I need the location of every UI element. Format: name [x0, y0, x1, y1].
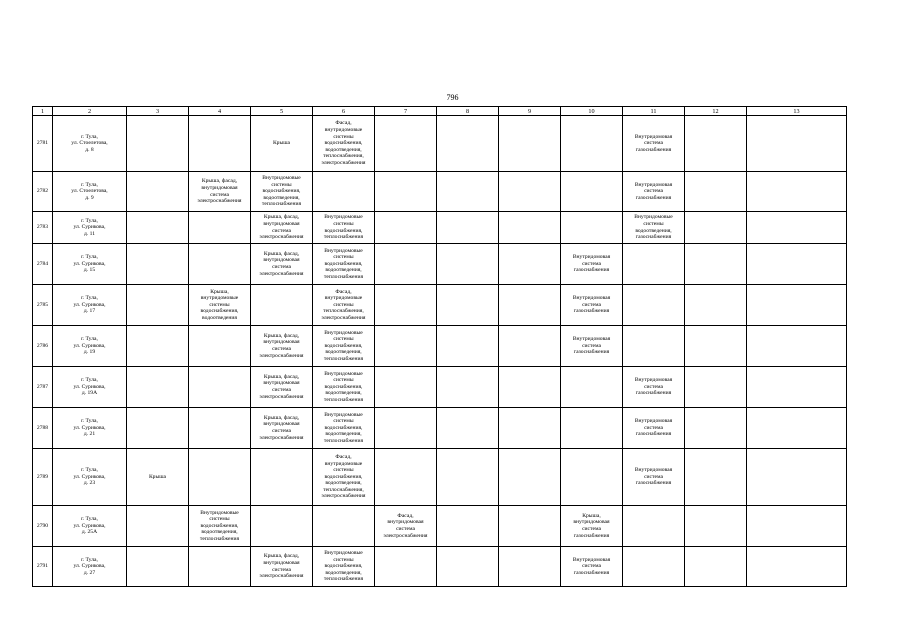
table-cell — [251, 449, 313, 506]
column-header-4: 4 — [189, 107, 251, 116]
column-header-5: 5 — [251, 107, 313, 116]
column-header-8: 8 — [437, 107, 499, 116]
cell-text: Внутридомовые системы водоснабжения, водоотведения, теплоснабжения — [323, 411, 364, 444]
cell-text: 2788 — [36, 424, 49, 431]
cell-text: Внутридомовая система газоснабжения — [634, 418, 673, 438]
cell-text: г. Тула, ул. Сурикова, д. 17 — [73, 295, 106, 315]
table-cell — [313, 326, 375, 367]
table-cell — [313, 212, 375, 244]
table-cell — [127, 116, 189, 172]
table-cell — [561, 547, 623, 587]
table-cell — [623, 212, 685, 244]
table-header — [33, 107, 847, 116]
table-cell — [189, 449, 251, 506]
table-cell — [127, 449, 189, 506]
table-cell — [375, 285, 437, 326]
table-cell — [685, 212, 747, 244]
table-cell — [251, 408, 313, 449]
table-row — [33, 116, 847, 172]
cell-text: Внутридомовые системы водоснабжения, водоотведения, теплоснабжения — [199, 509, 240, 542]
cell-text: Крыша — [272, 140, 291, 147]
table-cell — [189, 408, 251, 449]
table-cell — [127, 547, 189, 587]
cell-text: Фасад, внутридомовые системы водоснабжения, водоотведения, теплоснабжения, электроснабжения — [321, 453, 366, 500]
cell-text: Внутридомовая система газоснабжения — [572, 295, 611, 315]
address-cell — [53, 172, 127, 212]
cell-text: Крыша, внутридомовая система газоснабжения — [573, 512, 610, 539]
table-cell — [747, 212, 847, 244]
table-cell — [747, 326, 847, 367]
table-cell — [251, 547, 313, 587]
cell-text: Крыша, фасад, внутридомовая система электроснабжения — [259, 250, 304, 277]
column-header-6: 6 — [313, 107, 375, 116]
cell-text: Внутридомовая система газоснабжения — [572, 254, 611, 274]
cell-text: 2783 — [36, 224, 49, 231]
table-cell — [251, 367, 313, 408]
table-cell — [499, 244, 561, 285]
table-cell — [747, 172, 847, 212]
table-cell — [251, 326, 313, 367]
table-cell — [623, 285, 685, 326]
table-cell — [437, 506, 499, 547]
column-header-7: 7 — [375, 107, 437, 116]
table-cell — [251, 506, 313, 547]
table-cell — [251, 244, 313, 285]
cell-text: Фасад, внутридомовая система электроснабжения — [383, 512, 428, 539]
table-cell — [685, 116, 747, 172]
table-row — [33, 326, 847, 367]
column-header-11: 11 — [623, 107, 685, 116]
cell-text: Внутридомовая система газоснабжения — [634, 181, 673, 201]
table-cell — [685, 367, 747, 408]
cell-text: Внутридомовая система газоснабжения — [572, 336, 611, 356]
table-cell — [747, 506, 847, 547]
table-cell — [437, 547, 499, 587]
cell-text: г. Тула, ул. Сурикова, д. 21 — [73, 418, 106, 438]
cell-text: г. Тула, ул. Сурикова, д. 23 — [73, 467, 106, 487]
table-cell — [499, 212, 561, 244]
table-body — [33, 116, 847, 587]
table-cell — [313, 547, 375, 587]
cell-text: г. Тула, ул. Сурикова, д. 19А — [73, 377, 106, 397]
address-cell — [53, 116, 127, 172]
table-cell — [561, 326, 623, 367]
table-cell — [127, 285, 189, 326]
table-cell — [623, 506, 685, 547]
row-number-cell — [33, 212, 53, 244]
table-cell — [561, 367, 623, 408]
cell-text: 2790 — [36, 522, 49, 529]
cell-text: Внутридомовая система газоснабжения — [634, 133, 673, 153]
cell-text: Внутридомовые системы водоснабжения, теплоснабжения — [323, 214, 364, 241]
table-row — [33, 172, 847, 212]
table-cell — [437, 244, 499, 285]
table-cell — [623, 326, 685, 367]
table-cell — [437, 116, 499, 172]
table-cell — [375, 506, 437, 547]
table-cell — [747, 116, 847, 172]
table-row — [33, 449, 847, 506]
table-cell — [313, 408, 375, 449]
table-cell — [189, 116, 251, 172]
table-cell — [313, 449, 375, 506]
cell-text: Внутридомовые системы водоснабжения, водоотведения, теплоснабжения — [323, 550, 364, 583]
cell-text: г. Тула, ул. Сурикова, д. 25А — [73, 516, 106, 536]
table-cell — [561, 212, 623, 244]
table-cell — [437, 285, 499, 326]
address-cell — [53, 408, 127, 449]
table-cell — [127, 212, 189, 244]
row-number-cell — [33, 244, 53, 285]
cell-text: г. Тула, ул. Стоелетова, д. 9 — [71, 181, 108, 201]
table-cell — [561, 506, 623, 547]
table-cell — [747, 449, 847, 506]
table-cell — [375, 449, 437, 506]
address-cell — [53, 212, 127, 244]
row-number-cell — [33, 449, 53, 506]
cell-text: Крыша, фасад, внутридомовая система электроснабжения — [259, 373, 304, 400]
table-cell — [189, 285, 251, 326]
table-cell — [561, 449, 623, 506]
cell-text: 2787 — [36, 383, 49, 390]
row-number-cell — [33, 172, 53, 212]
table-cell — [313, 116, 375, 172]
table-cell — [127, 326, 189, 367]
table-cell — [437, 326, 499, 367]
column-header-3: 3 — [127, 107, 189, 116]
table-cell — [561, 408, 623, 449]
cell-text: Внутридомовая система газоснабжения — [634, 377, 673, 397]
cell-text: г. Тула, ул. Сурикова, д. 19 — [73, 336, 106, 356]
cell-text: 2791 — [36, 563, 49, 570]
table-cell — [685, 244, 747, 285]
column-header-2: 2 — [53, 107, 127, 116]
row-number-cell — [33, 547, 53, 587]
address-cell — [53, 244, 127, 285]
table-cell — [623, 449, 685, 506]
table-cell — [375, 172, 437, 212]
table-cell — [623, 547, 685, 587]
cell-text: 2785 — [36, 301, 49, 308]
cell-text: Внутридомовые системы водоотведения, газоснабжения — [634, 214, 673, 241]
table-cell — [685, 285, 747, 326]
table-cell — [375, 408, 437, 449]
table-cell — [623, 172, 685, 212]
cell-text: Крыша, внутридомовые системы водоснабжения, водоотведения — [200, 288, 239, 321]
table-cell — [685, 506, 747, 547]
table-cell — [189, 326, 251, 367]
table-row — [33, 547, 847, 587]
table-cell — [127, 244, 189, 285]
cell-text: 2789 — [36, 473, 49, 480]
table-cell — [375, 547, 437, 587]
cell-text: Крыша, фасад, внутридомовая система электроснабжения — [259, 214, 304, 241]
table-cell — [561, 285, 623, 326]
table-cell — [189, 506, 251, 547]
cell-text: Фасад, внутридомовые системы водоснабжения, водоотведения, теплоснабжения, электроснабжения — [321, 120, 366, 166]
cell-text: Крыша, фасад, внутридомовая система электроснабжения — [259, 553, 304, 580]
cell-text: 2781 — [36, 140, 49, 147]
table-row — [33, 244, 847, 285]
column-number-row — [33, 107, 847, 116]
table-cell — [747, 408, 847, 449]
address-cell — [53, 367, 127, 408]
table-cell — [375, 116, 437, 172]
page-number: 796 — [446, 93, 459, 102]
table-cell — [437, 408, 499, 449]
table-cell — [685, 326, 747, 367]
table-cell — [313, 506, 375, 547]
cell-text: Фасад, внутридомовые системы теплоснабжения, электроснабжения — [321, 288, 366, 321]
table-cell — [437, 212, 499, 244]
column-header-13: 13 — [747, 107, 847, 116]
cell-text: Внутридомовые системы водоснабжения, водоотведения, теплоснабжения — [261, 175, 302, 208]
table-cell — [499, 449, 561, 506]
address-cell — [53, 326, 127, 367]
cell-text: Крыша, фасад, внутридомовая система электроснабжения — [259, 414, 304, 441]
table-cell — [313, 244, 375, 285]
table-cell — [561, 116, 623, 172]
address-cell — [53, 506, 127, 547]
table-cell — [747, 244, 847, 285]
table-cell — [437, 367, 499, 408]
table-cell — [251, 212, 313, 244]
table-cell — [375, 326, 437, 367]
table-cell — [747, 547, 847, 587]
column-header-1: 1 — [33, 107, 53, 116]
table-cell — [623, 116, 685, 172]
table-row — [33, 367, 847, 408]
cell-text: Внутридомовые системы водоснабжения, водоотведения, теплоснабжения — [323, 370, 364, 403]
table-cell — [499, 285, 561, 326]
table-cell — [251, 285, 313, 326]
table-cell — [499, 547, 561, 587]
table-cell — [313, 367, 375, 408]
table-row — [33, 212, 847, 244]
cell-text: Внутридомовая система газоснабжения — [572, 556, 611, 576]
table-row — [33, 506, 847, 547]
cell-text: г. Тула, ул. Сурикова, д. 27 — [73, 556, 106, 576]
address-cell — [53, 547, 127, 587]
row-number-cell — [33, 285, 53, 326]
table-cell — [747, 285, 847, 326]
table-row — [33, 408, 847, 449]
table-cell — [499, 172, 561, 212]
table-cell — [499, 367, 561, 408]
table-cell — [127, 506, 189, 547]
table-cell — [251, 116, 313, 172]
table-cell — [623, 244, 685, 285]
row-number-cell — [33, 326, 53, 367]
cell-text: г. Тула, ул. Сурикова, д. 11 — [73, 217, 106, 237]
cell-text: г. Тула, ул. Стоелетова, д. 8 — [71, 133, 108, 153]
cell-text: Крыша, фасад, внутридомовая система электроснабжения — [259, 332, 304, 359]
table-cell — [499, 326, 561, 367]
address-cell — [53, 285, 127, 326]
table-cell — [437, 449, 499, 506]
table-cell — [623, 408, 685, 449]
table-cell — [189, 212, 251, 244]
row-number-cell — [33, 506, 53, 547]
table-cell — [189, 367, 251, 408]
cell-text: Внутридомовые системы водоснабжения, водоотведения, теплоснабжения — [323, 329, 364, 362]
table-cell — [375, 367, 437, 408]
column-header-10: 10 — [561, 107, 623, 116]
cell-text: 2784 — [36, 260, 49, 267]
column-header-9: 9 — [499, 107, 561, 116]
table-cell — [747, 367, 847, 408]
table-cell — [685, 408, 747, 449]
table-cell — [499, 116, 561, 172]
row-number-cell — [33, 116, 53, 172]
cell-text: г. Тула, ул. Сурикова, д. 15 — [73, 254, 106, 274]
table-cell — [685, 172, 747, 212]
table-cell — [127, 172, 189, 212]
table-cell — [623, 367, 685, 408]
row-number-cell — [33, 408, 53, 449]
table-cell — [313, 285, 375, 326]
table-cell — [561, 172, 623, 212]
table-cell — [189, 547, 251, 587]
table-cell — [251, 172, 313, 212]
table-row — [33, 285, 847, 326]
cell-text: 2786 — [36, 342, 49, 349]
cell-text: 2782 — [36, 188, 49, 195]
table-cell — [189, 172, 251, 212]
table-cell — [189, 244, 251, 285]
table-cell — [499, 506, 561, 547]
table-cell — [375, 212, 437, 244]
cell-text: Крыша, фасад, внутридомовая система электроснабжения — [197, 178, 242, 205]
table-cell — [499, 408, 561, 449]
address-cell — [53, 449, 127, 506]
table-cell — [127, 408, 189, 449]
table-cell — [685, 547, 747, 587]
table-cell — [375, 244, 437, 285]
cell-text: Внутридомовая система газоснабжения — [634, 467, 673, 487]
cell-text: Крыша — [148, 473, 167, 480]
table-cell — [561, 244, 623, 285]
column-header-12: 12 — [685, 107, 747, 116]
table-cell — [437, 172, 499, 212]
table-cell — [685, 449, 747, 506]
cell-text: Внутридомовые системы водоснабжения, водоотведения, теплоснабжения — [323, 247, 364, 280]
row-number-cell — [33, 367, 53, 408]
housing-register-table — [32, 106, 847, 587]
table-cell — [313, 172, 375, 212]
table-cell — [127, 367, 189, 408]
